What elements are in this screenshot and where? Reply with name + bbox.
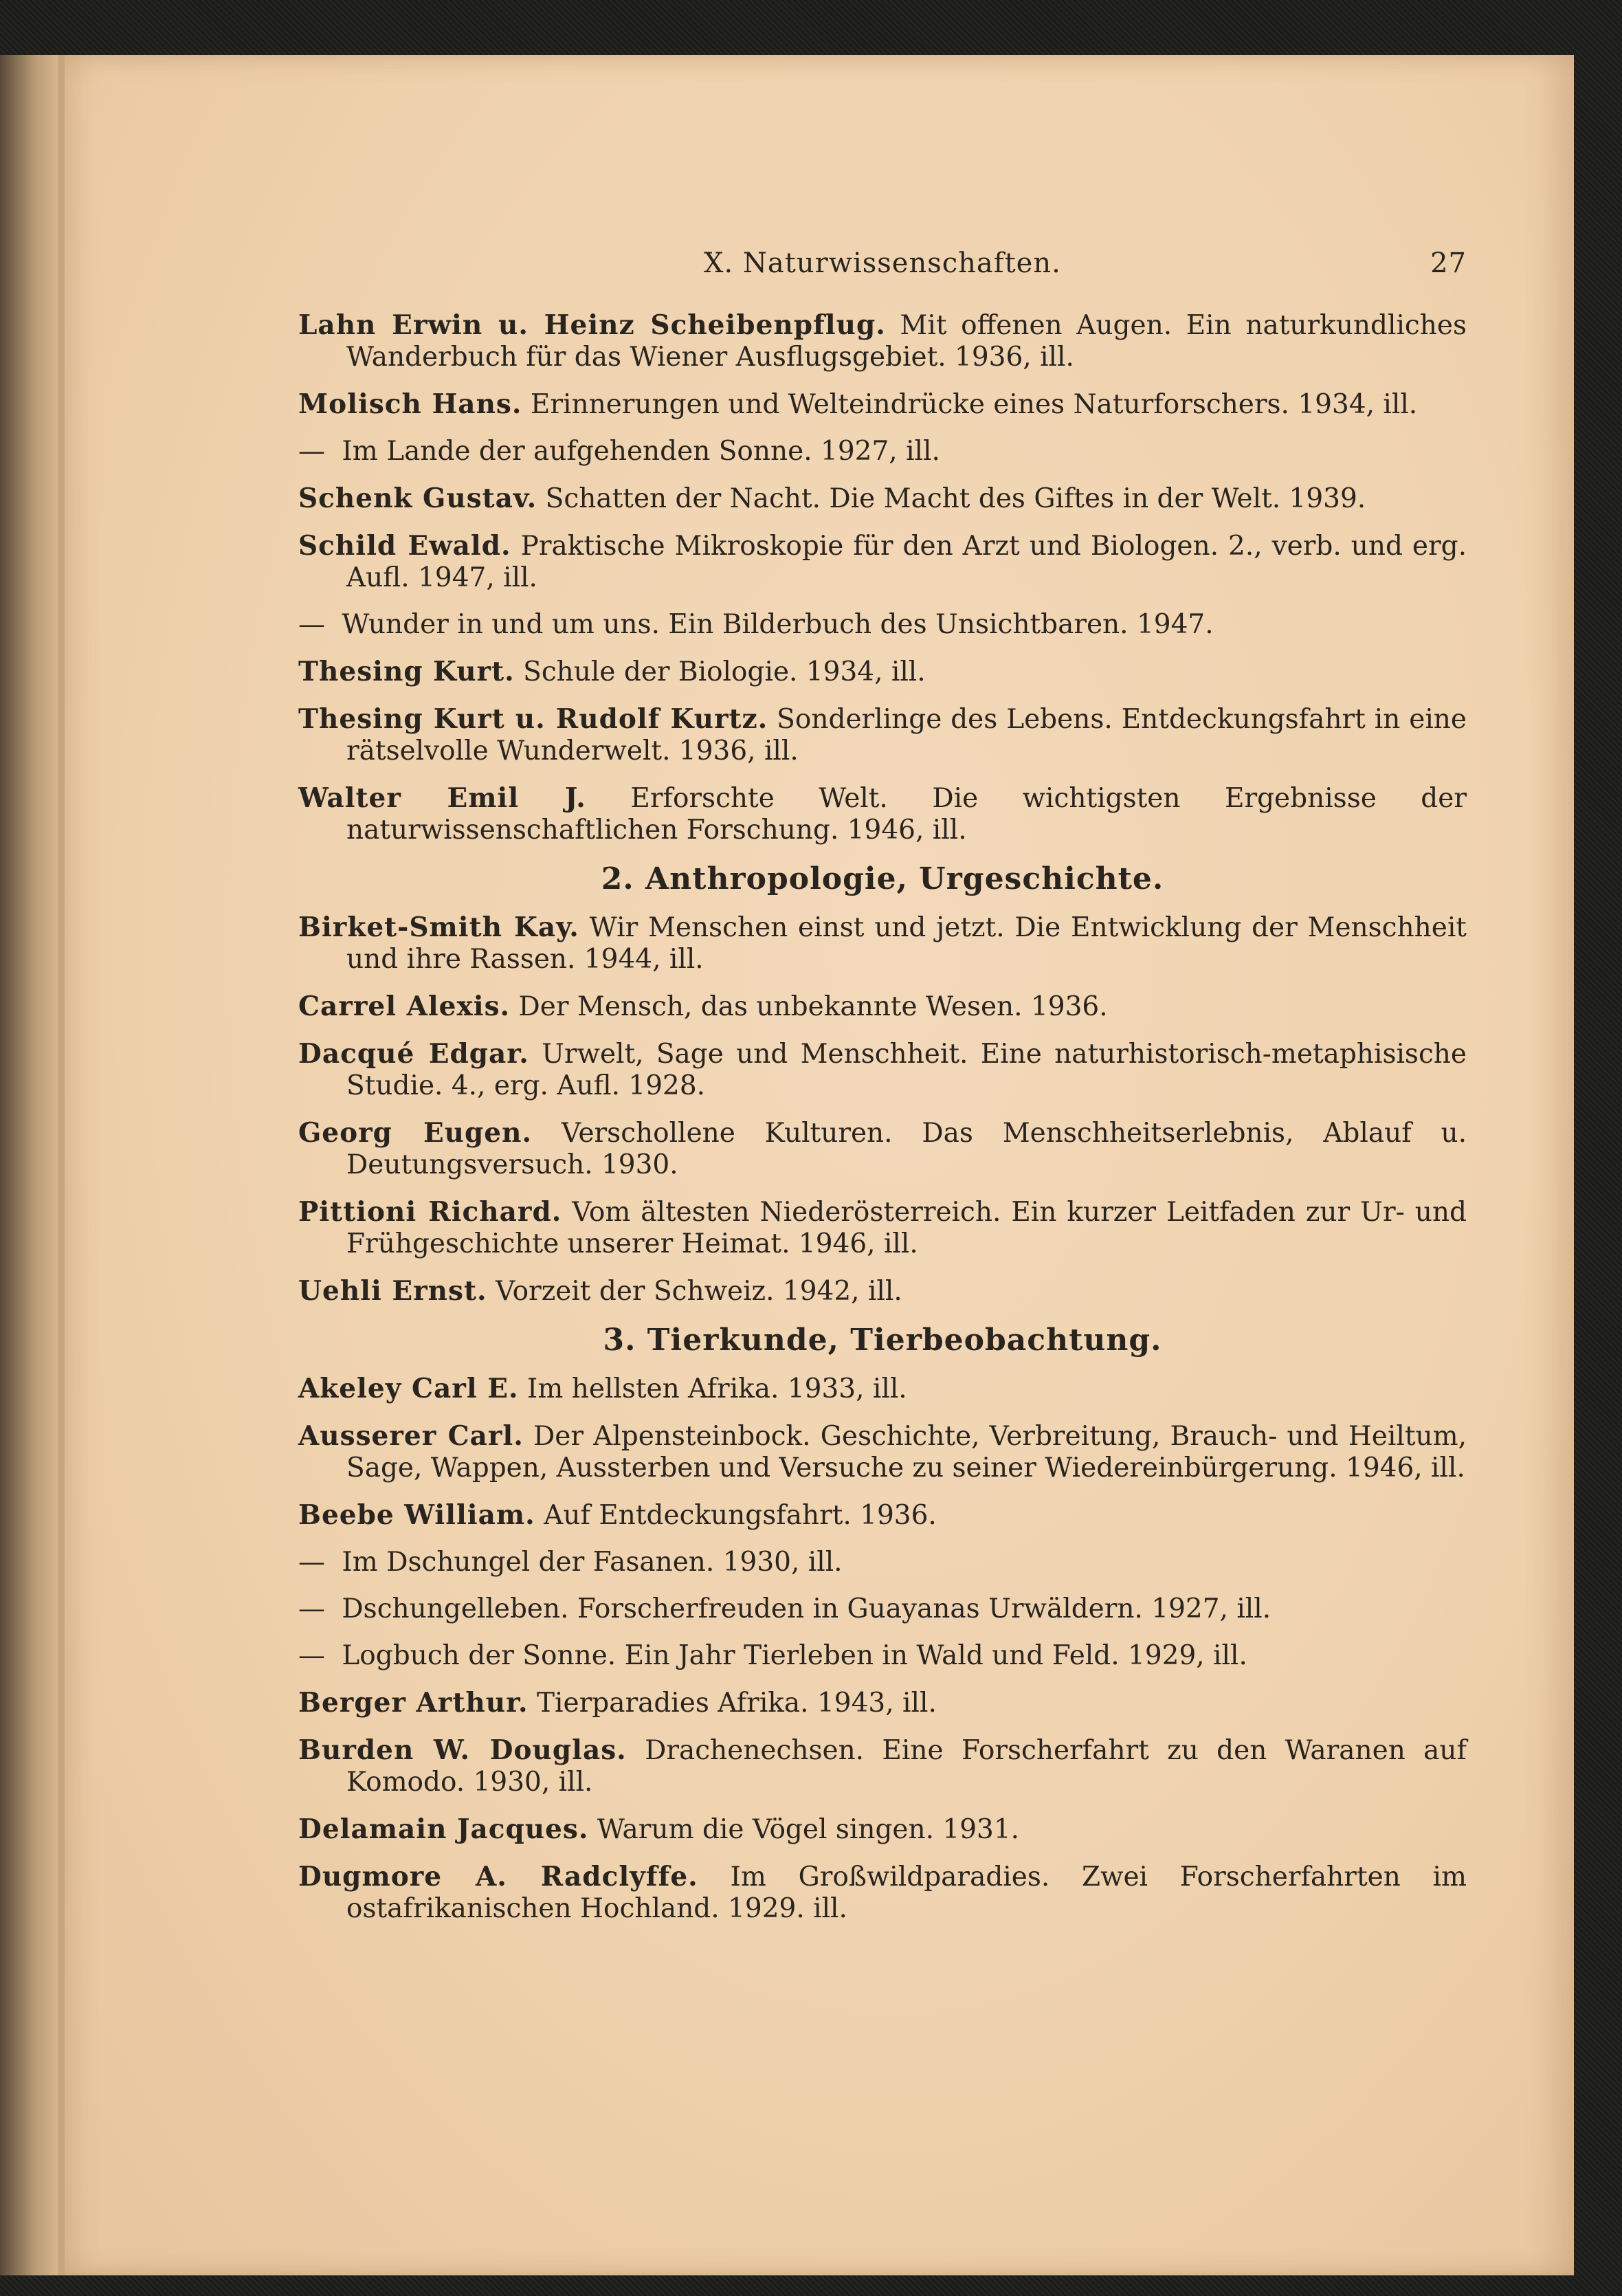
- entry-text: Erinnerungen und Welteindrücke eines Naturforschers. 1934, ill.: [530, 389, 1418, 420]
- entry-text: Erforschte Welt. Die wichtigsten Ergebnisse der naturwissenschaftlichen Forschung. 1946, ill.: [346, 783, 1467, 846]
- facing-page-edge: [0, 55, 58, 2275]
- entry-list-tierkunde: [298, 1373, 1467, 1925]
- entry-text: Schatten der Nacht. Die Macht des Giftes in der Welt. 1939.: [545, 483, 1366, 514]
- bibliography-entry: [298, 483, 1467, 515]
- entry-text: Im Lande der aufgehenden Sonne. 1927, ill.: [342, 436, 940, 467]
- entry-text: Der Alpensteinbock. Geschichte, Verbreitung, Brauch- und Heiltum, Sage, Wappen, Aussterben und Versuche zu seiner Wiedereinbürgerung. 1946, ill.: [346, 1421, 1467, 1483]
- entry-text: Wir Menschen einst und jetzt. Die Entwicklung der Menschheit und ihre Rassen. 1944, ill.: [346, 912, 1467, 975]
- book-page: [58, 55, 1574, 2275]
- page-number: 27: [1430, 247, 1467, 279]
- bibliography-entry: [298, 1813, 1467, 1846]
- entry-text: Mit offenen Augen. Ein naturkundliches Wanderbuch für das Wiener Ausflugsgebiet. 1936, ill.: [346, 310, 1467, 373]
- bibliography-entry: [298, 991, 1467, 1023]
- bibliography-entry: [298, 1640, 1467, 1672]
- entry-author: Lahn Erwin u. Heinz Scheibenpflug.: [298, 309, 886, 341]
- entry-text: Vom ältesten Niederösterreich. Ein kurzer Leitfaden zur Ur- und Frühgeschichte unserer Heimat. 1946, ill.: [346, 1197, 1467, 1259]
- bibliography-entry: [298, 1275, 1467, 1307]
- entry-author: Berger Arthur.: [298, 1687, 529, 1719]
- bibliography-entry: [298, 1420, 1467, 1484]
- bibliography-entry: [298, 1734, 1467, 1798]
- entry-author: Molisch Hans.: [298, 388, 522, 420]
- entry-author: Birket-Smith Kay.: [298, 912, 579, 943]
- entry-author: Carrel Alexis.: [298, 991, 511, 1022]
- entry-text: Wunder in und um uns. Ein Bilderbuch des Unsichtbaren. 1947.: [342, 609, 1214, 640]
- entry-text: Auf Entdeckungsfahrt. 1936.: [544, 1500, 937, 1531]
- bibliography-entry: [298, 1547, 1467, 1578]
- entry-author: Uehli Ernst.: [298, 1275, 487, 1307]
- entry-text: Tierparadies Afrika. 1943, ill.: [537, 1688, 937, 1719]
- entry-author: Akeley Carl E.: [298, 1373, 519, 1404]
- entry-text: Praktische Mikroskopie für den Arzt und Biologen. 2., verb. und erg. Aufl. 1947, ill.: [346, 531, 1467, 593]
- entry-author: Schild Ewald.: [298, 530, 511, 562]
- bibliography-entry: [298, 436, 1467, 467]
- entry-author: Delamain Jacques.: [298, 1813, 589, 1845]
- entry-author: Beebe William.: [298, 1499, 535, 1531]
- entry-text: Schule der Biologie. 1934, ill.: [523, 656, 926, 687]
- entry-list-anthropologie: [298, 912, 1467, 1307]
- bibliography-entry: [298, 1861, 1467, 1925]
- entry-author: Georg Eugen.: [298, 1117, 533, 1149]
- entry-author: Thesing Kurt u. Rudolf Kurtz.: [298, 703, 768, 735]
- bibliography-entry: [298, 1373, 1467, 1405]
- entry-author: Thesing Kurt.: [298, 656, 515, 687]
- bibliography-entry: [298, 609, 1467, 641]
- entry-author: Schenk Gustav.: [298, 483, 537, 514]
- entry-dash: —: [298, 1640, 325, 1671]
- bibliography-entry: [298, 309, 1467, 373]
- page-content: [298, 241, 1467, 1940]
- bibliography-entry: [298, 1499, 1467, 1532]
- entry-text: Im Dschungel der Fasanen. 1930, ill.: [342, 1547, 843, 1578]
- bibliography-entry: [298, 912, 1467, 975]
- chapter-title: X. Naturwissenschaften.: [704, 247, 1061, 279]
- bibliography-entry: [298, 1038, 1467, 1102]
- running-head: [298, 241, 1467, 296]
- entry-text: Drachenechsen. Eine Forscherfahrt zu den Waranen auf Komodo. 1930, ill.: [346, 1735, 1467, 1798]
- bibliography-entry: [298, 703, 1467, 767]
- entry-list-top: [298, 309, 1467, 846]
- entry-author: Pittioni Richard.: [298, 1196, 562, 1228]
- entry-text: Sonderlinge des Lebens. Entdeckungsfahrt in eine rätselvolle Wunderwelt. 1936, ill.: [346, 704, 1467, 766]
- entry-text: Warum die Vögel singen. 1931.: [597, 1814, 1020, 1845]
- section-heading-tierkunde: 3. Tierkunde, Tierbeobachtung.: [603, 1323, 1162, 1358]
- entry-author: Dugmore A. Radclyffe.: [298, 1861, 698, 1892]
- entry-dash: —: [298, 609, 325, 640]
- bibliography-entry: [298, 1687, 1467, 1719]
- entry-dash: —: [298, 1547, 325, 1578]
- entry-text: Vorzeit der Schweiz. 1942, ill.: [495, 1276, 902, 1307]
- entry-author: Walter Emil J.: [298, 782, 586, 814]
- entry-text: Urwelt, Sage und Menschheit. Eine naturhistorisch-metaphisische Studie. 4., erg. Aufl. 1928.: [346, 1039, 1467, 1101]
- section-heading-anthropologie: 2. Anthropologie, Urgeschichte.: [601, 861, 1164, 896]
- entry-author: Burden W. Douglas.: [298, 1734, 627, 1766]
- entry-text: Verschollene Kulturen. Das Menschheitserlebnis, Ablauf u. Deutungsversuch. 1930.: [346, 1118, 1467, 1180]
- bibliography-entry: [298, 530, 1467, 594]
- bibliography-entry: [298, 1117, 1467, 1181]
- entry-dash: —: [298, 436, 325, 467]
- entry-text: Dschungelleben. Forscherfreuden in Guayanas Urwäldern. 1927, ill.: [342, 1593, 1271, 1624]
- bibliography-entry: [298, 1196, 1467, 1260]
- bibliography-entry: [298, 782, 1467, 846]
- entry-author: Ausserer Carl.: [298, 1420, 524, 1452]
- bibliography-entry: [298, 1593, 1467, 1625]
- bibliography-entry: [298, 388, 1467, 421]
- entry-dash: —: [298, 1593, 325, 1624]
- entry-text: Logbuch der Sonne. Ein Jahr Tierleben in Wald und Feld. 1929, ill.: [342, 1640, 1247, 1671]
- entry-author: Dacqué Edgar.: [298, 1038, 529, 1070]
- entry-text: Der Mensch, das unbekannte Wesen. 1936.: [518, 991, 1108, 1022]
- bibliography-entry: [298, 656, 1467, 688]
- entry-text: Im hellsten Afrika. 1933, ill.: [526, 1373, 907, 1404]
- entry-text: Im Großwildparadies. Zwei Forscherfahrten im ostafrikanischen Hochland. 1929. ill.: [346, 1862, 1467, 1924]
